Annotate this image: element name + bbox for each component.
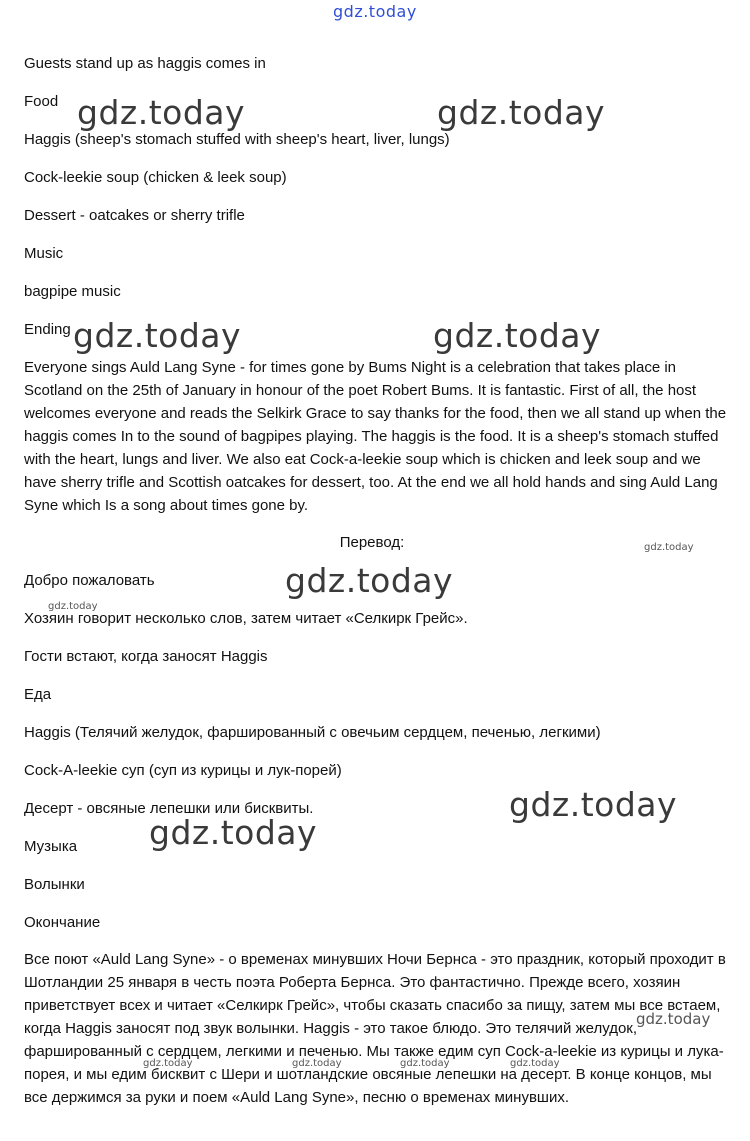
watermark-small: gdz.today	[644, 542, 694, 553]
english-line: bagpipe music	[24, 283, 121, 300]
translation-line: Гости встают, когда заносят Haggis	[24, 648, 268, 665]
watermark-small: gdz.today	[48, 601, 98, 612]
translation-line: Еда	[24, 686, 52, 703]
watermark: gdz.today	[437, 93, 606, 132]
english-line: Music	[24, 245, 64, 262]
translation-heading: Перевод:	[339, 534, 405, 551]
translation-line: Cock-A-leekie суп (суп из курицы и лук-порей)	[24, 762, 342, 779]
english-paragraph: Everyone sings Auld Lang Syne - for times gone by Bums Night is a celebration that takes place in Scotland on the 25th of January in honour of the poet Robert Bums. It is fantastic. First of all, the host welcomes everyone and reads the Selkirk Grace to say thanks for the food, then we all stand up when the haggis comes In to the sound of bagpipes playing. The haggis is the food. It is a sheep's stomach stuffed with the heart, lungs and liver. We also eat Cock-a-leekie soup which is chicken and leek soup and we have sherry trifle and Scottish oatcakes for dessert, too. At the end we all hold hands and sing Auld Lang Syne which Is a song about times gone by.	[24, 359, 727, 514]
watermark: gdz.today	[77, 93, 246, 132]
translation-line: Волынки	[24, 876, 85, 893]
translation-line: Хозяин говорит несколько слов, затем читает «Селкирк Грейс».	[24, 610, 468, 627]
english-line: Food	[24, 93, 59, 110]
translation-line: Haggis (Телячий желудок, фаршированный с овечьим сердцем, печенью, легкими)	[24, 724, 601, 741]
translation-line: Музыка	[24, 838, 78, 855]
watermark: gdz.today	[149, 813, 318, 852]
english-line: Cock-leekie soup (chicken & leek soup)	[24, 169, 287, 186]
watermark-small: gdz.today	[143, 1058, 193, 1069]
header-watermark: gdz.today	[333, 2, 417, 21]
watermark-small: gdz.today	[400, 1058, 450, 1069]
watermark-small: gdz.today	[292, 1058, 342, 1069]
translation-line: Окончание	[24, 914, 101, 931]
english-line: Guests stand up as haggis comes in	[24, 55, 266, 72]
watermark: gdz.today	[285, 561, 454, 600]
english-line: Ending	[24, 321, 71, 338]
translation-paragraph: Все поют «Auld Lang Syne» - о временах минувших Ночи Бернса - это праздник, который проходит в Шотландии 25 января в честь поэта Роберта Бернса. Это фантастично. Прежде всего, хозяин приветствует всех и читает «Селкирк Грейс», чтобы сказать спасибо за пищу, затем мы все встаем, когда Haggis заносят под звук волынки. Haggis - это такое блюдо. Это телячий желудок, фаршированный с сердцем, легкими и печенью. Мы также едим суп Cock-a-leekie из курицы и лука-порея, и мы едим бисквит с Шери и шотландские овсяные лепешки на десерт. В конце концов, мы все держимся за руки и поем «Auld Lang Syne», песню о временах минувших.	[24, 951, 726, 1106]
translation-line: Добро пожаловать	[24, 572, 155, 589]
english-line: Dessert - oatcakes or sherry trifle	[24, 207, 245, 224]
english-line: Haggis (sheep's stomach stuffed with sheep's heart, liver, lungs)	[24, 131, 450, 148]
translation-line: Десерт - овсяные лепешки или бисквиты.	[24, 800, 314, 817]
watermark: gdz.today	[433, 316, 602, 355]
watermark-small: gdz.today	[636, 1010, 711, 1028]
watermark: gdz.today	[73, 316, 242, 355]
watermark-small: gdz.today	[510, 1058, 560, 1069]
watermark: gdz.today	[509, 785, 678, 824]
